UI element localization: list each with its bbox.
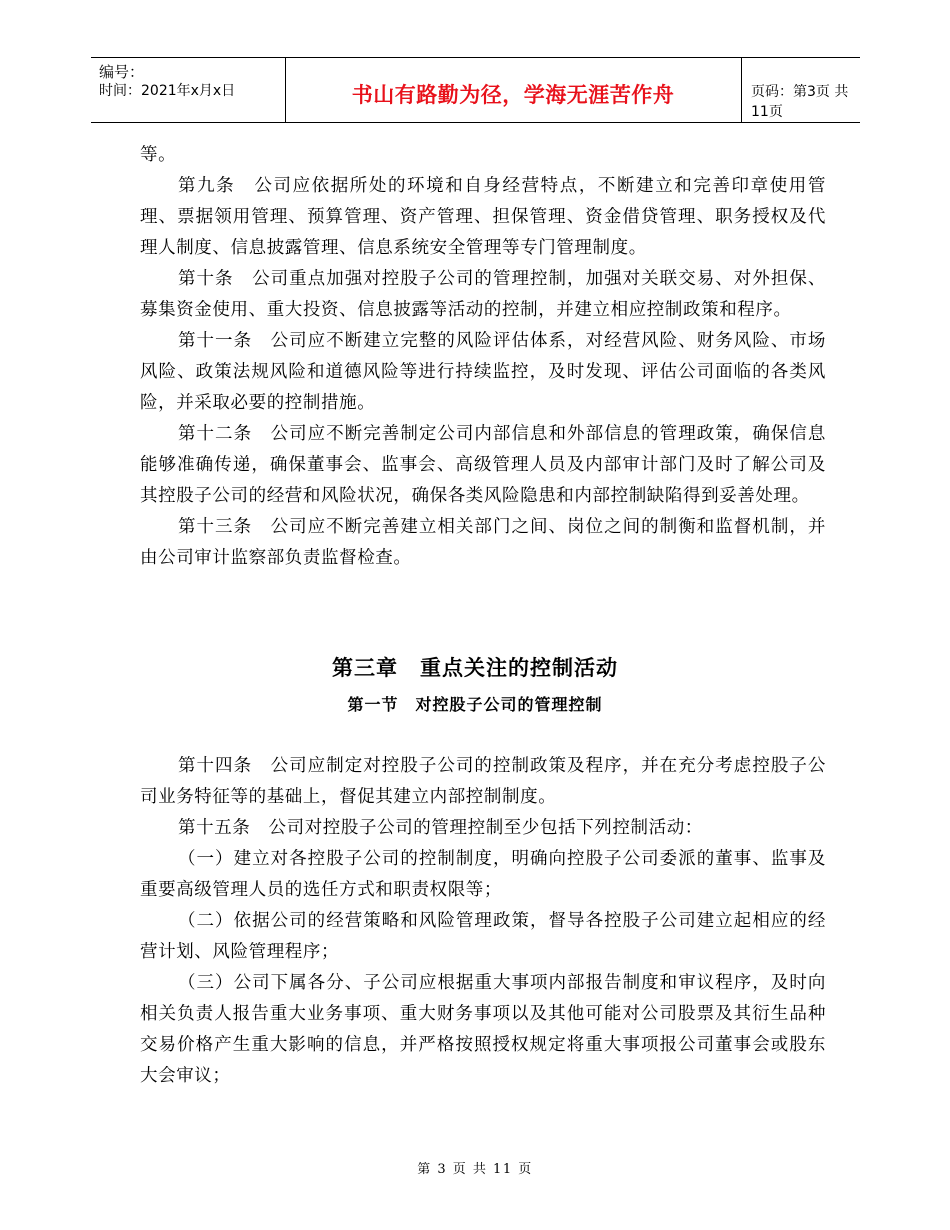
paragraph-continuation: 等。 <box>140 145 177 165</box>
article-9: 第九条 公司应依据所处的环境和自身经营特点，不断建立和完善印章使用管理、票据领用管理、预算管理、资产管理、担保管理、资金借贷管理、职务授权及代理人制度、信息披露管理、信息系统安全管理等专门管理制度。 <box>140 176 826 258</box>
header-motto: 书山有路勤为径，学海无涯苦作舟 <box>351 83 675 107</box>
article-10: 第十条 公司重点加强对控股子公司的管理控制，加强对关联交易、对外担保、募集资金使用、重大投资、信息披露等活动的控制，并建立相应控制政策和程序。 <box>140 269 826 320</box>
body-text-part2 <box>140 751 826 1092</box>
article-15-item-1: （一）建立对各控股子公司的控制制度，明确向控股子公司委派的董事、监事及重要高级管理人员的选任方式和职责权限等； <box>140 849 826 900</box>
page-footer: 第 3 页 共 11 页 <box>417 1162 533 1177</box>
body-text-part1 <box>140 140 826 574</box>
header-motto-cell <box>285 58 742 122</box>
article-11: 第十一条 公司应不断建立完整的风险评估体系，对经营风险、财务风险、市场风险、政策法规风险和道德风险等进行持续监控，及时发现、评估公司面临的各类风险，并采取必要的控制措施。 <box>140 331 826 413</box>
article-13: 第十三条 公司应不断完善建立相关部门之间、岗位之间的制衡和监督机制，并由公司审计监察部负责监督检查。 <box>140 517 826 568</box>
article-14: 第十四条 公司应制定对控股子公司的控制政策及程序，并在充分考虑控股子公司业务特征等的基础上，督促其建立内部控制制度。 <box>140 756 826 807</box>
article-12: 第十二条 公司应不断完善制定公司内部信息和外部信息的管理政策，确保信息能够准确传递，确保董事会、监事会、高级管理人员及内部审计部门及时了解公司及其控股子公司的经营和风险状况，确保各类风险隐患和内部控制缺陷得到妥善处理。 <box>140 424 826 506</box>
document-number-label: 编号： <box>99 63 145 81</box>
article-15: 第十五条 公司对控股子公司的管理控制至少包括下列控制活动： <box>178 818 703 838</box>
chapter-title: 第三章 重点关注的控制活动 <box>332 656 618 680</box>
header-page-cell <box>741 58 860 122</box>
article-15-item-3: （三）公司下属各分、子公司应根据重大事项内部报告制度和审议程序，及时向相关负责人报告重大业务事项、重大财务事项以及其他可能对公司股票及其衍生品种交易价格产生重大影响的信息，并严格按照授权规定将重大事项报公司董事会或股东大会审议； <box>140 973 826 1086</box>
header-meta-cell <box>91 58 286 122</box>
page-header <box>91 57 860 123</box>
article-15-item-2: （二）依据公司的经营策略和风险管理政策，督导各控股子公司建立起相应的经营计划、风险管理程序； <box>140 911 826 962</box>
document-time-label: 时间：2021年x月x日 <box>99 83 236 99</box>
header-page-number: 页码：第3页 共11页 <box>751 84 849 120</box>
section-title: 第一节 对控股子公司的管理控制 <box>347 695 603 714</box>
